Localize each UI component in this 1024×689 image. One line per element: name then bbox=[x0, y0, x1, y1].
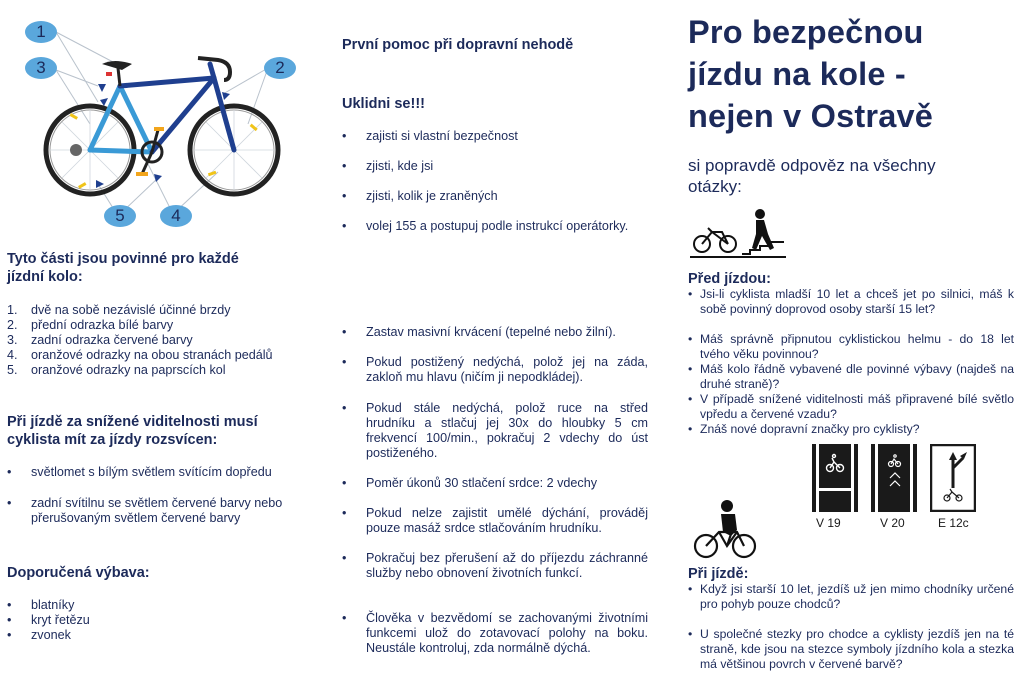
middle-column: První pomoc při dopravní nehodě Uklidni se!!! • zajisti si vlastní bezpečnost • zjisti, kde jsi • zjisti, kolik je zraněných • volej 155 a postupuj podle instrukcí operátorky. • Zastav masivní krvácení (tepelné nebo žilní). • Pokud postižený nedýchá, polož jej na záda, zakloň mu hlavu (ničím ji nepodkládej). • Pokud stále nedýchá, polož ruce na střed hrudníku a stlačuj jej 30x do hloubky 5 cm frekvencí 100/min., pokračuj 2 vdechy do úst postiženého. • Poměr úkonů 30 stlačení srdce: 2 vdechy • Pokud nelze zajistit umělé dýchání, prováděj pouze masáž srdce stlačováním hrudníku. • Pokračuj bez přerušení až do příjezdu záchranné služby nebo obnovení životních funkcí. • Člověka v bezvědomí se zachovanými životními funkcemi ulož do zotavovací polohy na boku. Neustále kontroluj, zda normálně dýchá. bbox=[330, 0, 665, 689]
before-ride-heading: Před jízdou: bbox=[688, 271, 771, 287]
sign-label-v19: V 19 bbox=[816, 516, 841, 530]
sign-label-v20: V 20 bbox=[880, 516, 905, 530]
page-title-line-3: nejen v Ostravě bbox=[688, 98, 934, 134]
list-item: • Jsi-li cyklista mladší 10 let a chceš jet po silnici, máš k sobě povinný doprovod osoby starší 15 let? bbox=[688, 287, 1014, 317]
page-title-line-2: jízdu na kole - bbox=[688, 56, 906, 92]
left-column: 1 2 3 4 5 Tyto části jsou povinné pro každé jízdní kolo: 1. dvě na sobě nezávislé účinné brzdy 2. přední odrazka bílé barvy 3. zadní odrazka červené barvy 4. oranžové odrazky na obou stranách pedálů 5. oranžové odrazky na paprscích kol Při jízdě za snížené viditelnosti musí cyklista mít za jízdy rozsvícen: • světlomet s bílým světlem svítícím dopředu • zadní svítilnu se světlem červené barvy nebo přerušovaným světlem červené barvy Doporučená výbava: • blatníky • kryt řetězu • zvonek bbox=[0, 0, 330, 689]
list-item: • Když jsi starší 10 let, jezdíš už jen mimo chodníky určené pro pohyb pouze chodců? bbox=[688, 582, 1014, 612]
callout-2: 2 bbox=[264, 57, 296, 79]
first-aid-heading: První pomoc při dopravní nehodě bbox=[342, 37, 574, 53]
page-title-line-1: Pro bezpečnou bbox=[688, 14, 924, 50]
callout-4: 4 bbox=[160, 205, 192, 227]
cyclist-icon bbox=[693, 496, 759, 560]
sign-label-e12c: E 12c bbox=[938, 516, 969, 530]
callout-5: 5 bbox=[104, 205, 136, 227]
list-item: • Znáš nové dopravní značky pro cyklisty? bbox=[688, 422, 920, 436]
list-item: • V případě snížené viditelnosti máš připravené bílé světlo vpředu a červené vzadu? bbox=[688, 392, 1014, 422]
sign-e12c-icon bbox=[930, 444, 976, 512]
recommended-heading: Doporučená výbava: bbox=[7, 565, 150, 581]
list-item: • Máš kolo řádně vybavené dle povinné výbavy (najdeš na druhé straně)? bbox=[688, 362, 1014, 392]
first-aid-subheading: Uklidni se!!! bbox=[342, 96, 425, 112]
callout-3: 3 bbox=[25, 57, 57, 79]
cyclist-pedestrian-icon bbox=[690, 204, 790, 262]
list-item: • U společné stezky pro chodce a cyklisty jezdíš jen na té straně, kde jsou na stezce symboly jízdního kola a stezka má většinou povrch v červené barvě? bbox=[688, 627, 1014, 672]
lights-heading: Při jízdě za snížené viditelnosti musí cyklista mít za jízdy rozsvícen: bbox=[7, 414, 258, 448]
callout-1: 1 bbox=[25, 21, 57, 43]
sign-v20-icon bbox=[871, 444, 917, 512]
bicycle-illustration bbox=[18, 14, 308, 234]
during-ride-heading: Při jízdě: bbox=[688, 566, 749, 582]
sign-v19-icon bbox=[812, 444, 858, 512]
required-parts-heading: Tyto části jsou povinné pro každé jízdní kolo: bbox=[7, 251, 239, 285]
page-subtitle: si popravdě odpověz na všechny otázky: bbox=[688, 156, 936, 196]
list-item: • Máš správně připnutou cyklistickou helmu - do 18 let tvého věku povinnou? bbox=[688, 332, 1014, 362]
